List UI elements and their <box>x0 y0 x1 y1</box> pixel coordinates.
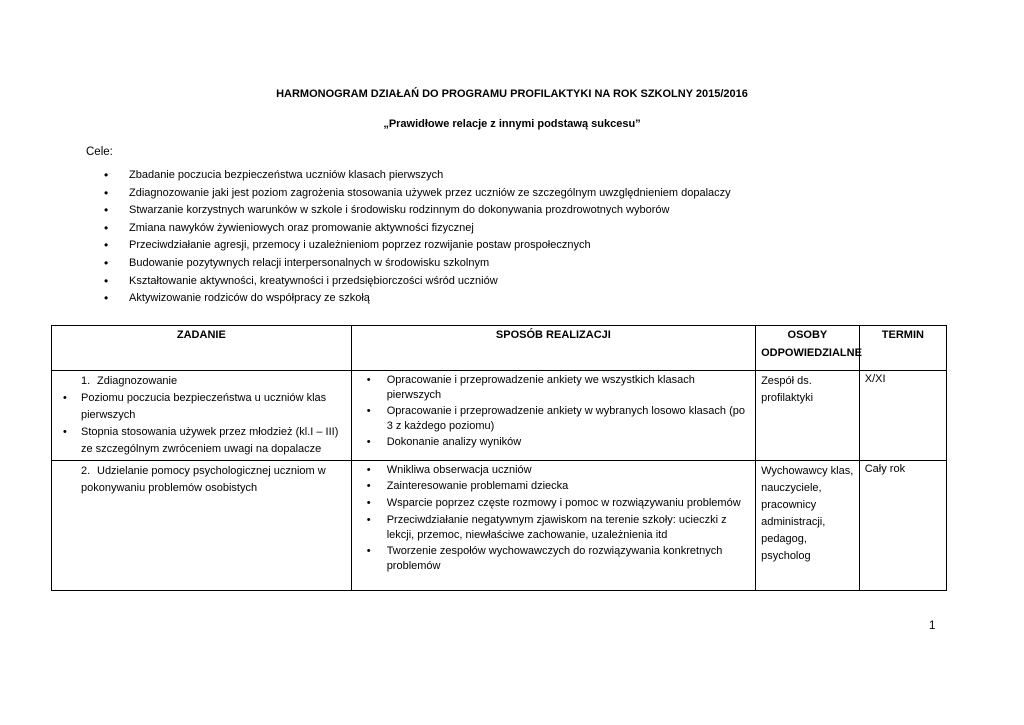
page-number: 1 <box>929 620 936 632</box>
task-number: 1. <box>81 375 91 387</box>
method-list <box>357 373 750 450</box>
document-title: HARMONOGRAM DZIAŁAŃ DO PROGRAMU PROFILAKTYKI NA ROK SZKOLNY 2015/2016 <box>276 88 748 100</box>
goal-item: • Kształtowanie aktywności, kreatywności i przedsiębiorczości wśród uczniów <box>104 273 731 291</box>
goal-item: • Aktywizowanie rodziców do współpracy ze szkołą <box>104 290 731 308</box>
document-subtitle: „Prawidłowe relacje z innymi podstawą sukcesu” <box>383 118 641 130</box>
task-subitems <box>57 390 346 458</box>
task-heading <box>57 463 346 497</box>
header-task: ZADANIE <box>52 326 352 371</box>
term-cell: X/XI <box>859 371 946 461</box>
goals-list <box>104 167 731 308</box>
persons-cell: Zespół ds. profilaktyki <box>756 371 860 461</box>
goal-item: • Przeciwdziałanie agresji, przemocy i uzależnieniom poprzez rozwijanie postaw prospołecznych <box>104 237 731 255</box>
method-item: • Dokonanie analizy wyników <box>357 435 750 450</box>
task-heading <box>57 373 346 390</box>
header-persons-line2: ODPOWIEDZIALNE <box>761 347 862 359</box>
header-persons-line1: OSOBY <box>787 329 828 341</box>
goals-label: Cele: <box>86 146 113 158</box>
schedule-table <box>51 325 947 591</box>
task-title: Udzielanie pomocy psychologicznej uczniom w pokonywaniu problemów osobistych <box>81 465 326 494</box>
task-subitem: • Poziomu poczucia bezpieczeństwa u uczniów klas pierwszych <box>57 390 346 424</box>
task-number: 2. <box>81 465 91 477</box>
task-title: Zdiagnozowanie <box>97 375 178 387</box>
task-cell <box>52 461 352 591</box>
goal-item: • Budowanie pozytywnych relacji interpersonalnych w środowisku szkolnym <box>104 255 731 273</box>
method-item: • Zainteresowanie problemami dziecka <box>357 479 750 494</box>
persons-cell: Wychowawcy klas, nauczyciele, pracownicy administracji, pedagog, psycholog <box>756 461 860 591</box>
method-cell <box>351 461 755 591</box>
method-item: • Opracowanie i przeprowadzenie ankiety we wszystkich klasach pierwszych <box>357 373 750 403</box>
method-item: • Opracowanie i przeprowadzenie ankiety w wybranych losowo klasach (po 3 z każdego poziomu) <box>357 404 750 434</box>
table-row <box>52 371 947 461</box>
goal-item: • Stwarzanie korzystnych warunków w szkole i środowisku rodzinnym do dokonywania prozdrowotnych wyborów <box>104 202 731 220</box>
header-term: TERMIN <box>859 326 946 371</box>
goal-item: • Zdiagnozowanie jaki jest poziom zagrożenia stosowania używek przez uczniów ze szczególnym uwzględnieniem dopalaczy <box>104 185 731 203</box>
task-cell <box>52 371 352 461</box>
term-cell: Cały rok <box>859 461 946 591</box>
method-item: • Wsparcie poprzez częste rozmowy i pomoc w rozwiązywaniu problemów <box>357 495 750 512</box>
table-header-row <box>52 326 947 371</box>
method-item: • Przeciwdziałanie negatywnym zjawiskom na terenie szkoły: ucieczki z lekcji, przemoc, niewłaściwe zachowanie, uzależnienia itd <box>357 513 750 543</box>
header-method: SPOSÓB REALIZACJI <box>351 326 755 371</box>
method-item: • Tworzenie zespołów wychowawczych do rozwiązywania konkretnych problemów <box>357 544 750 574</box>
method-list <box>357 463 750 574</box>
table-row <box>52 461 947 591</box>
header-persons <box>756 326 860 371</box>
method-item: • Wnikliwa obserwacja uczniów <box>357 463 750 478</box>
task-subitem: • Stopnia stosowania używek przez młodzież (kl.I – III) ze szczególnym zwróceniem uwagi na dopalacze <box>57 424 346 458</box>
goal-item: • Zmiana nawyków żywieniowych oraz promowanie aktywności fizycznej <box>104 220 731 238</box>
method-cell <box>351 371 755 461</box>
goal-item: • Zbadanie poczucia bezpieczeństwa uczniów klasach pierwszych <box>104 167 731 185</box>
